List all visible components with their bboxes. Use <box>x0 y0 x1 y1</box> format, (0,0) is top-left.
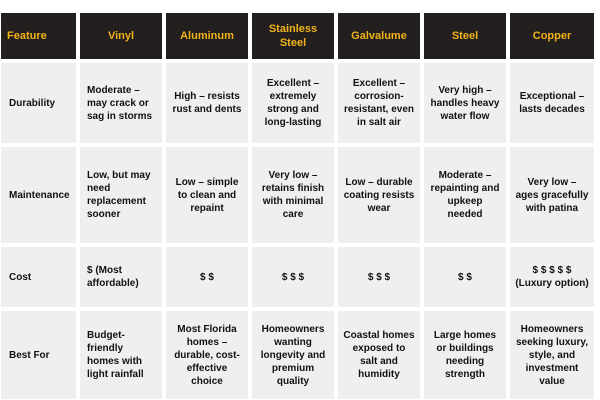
row-label-durability: Durability <box>1 63 76 143</box>
cell-maintenance-copper: Very low – ages gracefully with patina <box>510 147 594 243</box>
cell-maintenance-aluminum: Low – simple to clean and repaint <box>166 147 248 243</box>
row-label-maintenance: Maintenance <box>1 147 76 243</box>
cell-maintenance-galvalume: Low – durable coating resists wear <box>338 147 420 243</box>
header-aluminum: Aluminum <box>166 13 248 59</box>
cell-maintenance-vinyl: Low, but may need replacement sooner <box>80 147 162 243</box>
cell-best-for-aluminum: Most Florida homes – durable, cost-effective choice <box>166 311 248 399</box>
cell-best-for-vinyl: Budget-friendly homes with light rainfall <box>80 311 162 399</box>
cell-best-for-stainless-steel: Homeowners wanting longevity and premium quality <box>252 311 334 399</box>
cell-durability-copper: Exceptional – lasts decades <box>510 63 594 143</box>
cell-durability-steel: Very high – handles heavy water flow <box>424 63 506 143</box>
header-stainless-steel: Stainless Steel <box>252 13 334 59</box>
cell-cost-aluminum: $ $ <box>166 247 248 307</box>
header-steel: Steel <box>424 13 506 59</box>
cell-best-for-steel: Large homes or buildings needing strength <box>424 311 506 399</box>
cell-maintenance-steel: Moderate – repainting and upkeep needed <box>424 147 506 243</box>
cell-durability-vinyl: Moderate – may crack or sag in storms <box>80 63 162 143</box>
cell-cost-steel: $ $ <box>424 247 506 307</box>
cell-cost-stainless-steel: $ $ $ <box>252 247 334 307</box>
header-feature: Feature <box>1 13 76 59</box>
cell-cost-galvalume: $ $ $ <box>338 247 420 307</box>
row-label-best-for: Best For <box>1 311 76 399</box>
header-copper: Copper <box>510 13 594 59</box>
cell-durability-aluminum: High – resists rust and dents <box>166 63 248 143</box>
header-galvalume: Galvalume <box>338 13 420 59</box>
cell-durability-galvalume: Excellent – corrosion-resistant, even in salt air <box>338 63 420 143</box>
cell-maintenance-stainless-steel: Very low – retains finish with minimal care <box>252 147 334 243</box>
header-vinyl: Vinyl <box>80 13 162 59</box>
cell-best-for-copper: Homeowners seeking luxury, style, and investment value <box>510 311 594 399</box>
cell-cost-vinyl: $ (Most affordable) <box>80 247 162 307</box>
cell-durability-stainless-steel: Excellent – extremely strong and long-lasting <box>252 63 334 143</box>
cell-best-for-galvalume: Coastal homes exposed to salt and humidity <box>338 311 420 399</box>
comparison-table <box>1 13 594 399</box>
cell-cost-copper: $ $ $ $ $ (Luxury option) <box>510 247 594 307</box>
row-label-cost: Cost <box>1 247 76 307</box>
